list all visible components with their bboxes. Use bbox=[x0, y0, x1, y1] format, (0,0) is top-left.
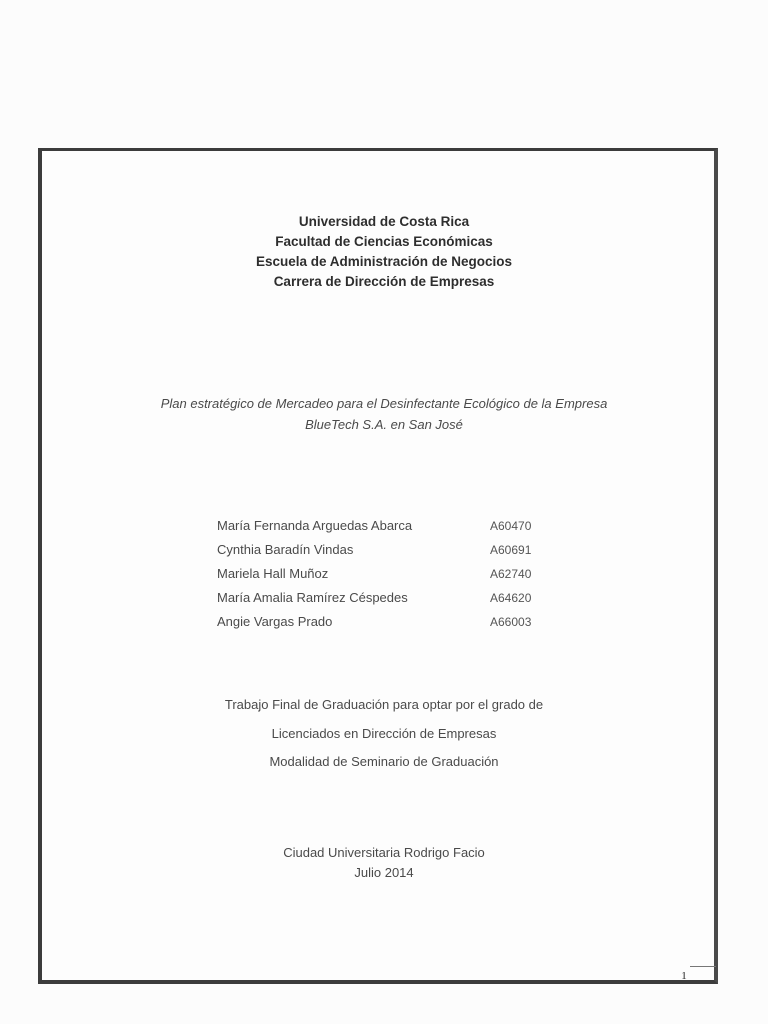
author-id: A66003 bbox=[490, 615, 532, 629]
title-line-1: Plan estratégico de Mercadeo para el Desinfectante Ecológico de la Empresa bbox=[160, 396, 608, 411]
title-line-2: BlueTech S.A. en San José bbox=[305, 417, 463, 432]
author-id: A60691 bbox=[490, 543, 532, 557]
author-name: Angie Vargas Prado bbox=[217, 614, 333, 629]
author-row bbox=[217, 612, 557, 636]
school-name: Escuela de Administración de Negocios bbox=[255, 254, 513, 269]
author-row bbox=[217, 540, 557, 564]
place-and-date bbox=[0, 843, 768, 883]
author-row bbox=[217, 588, 557, 612]
page-number: 1 bbox=[681, 970, 687, 982]
author-name: Cynthia Baradín Vindas bbox=[217, 542, 354, 557]
date: Julio 2014 bbox=[354, 865, 414, 880]
degree-line-3: Modalidad de Seminario de Graduación bbox=[269, 754, 499, 769]
document-title bbox=[0, 393, 768, 435]
author-name: María Amalia Ramírez Céspedes bbox=[217, 590, 408, 605]
page-number-rule bbox=[690, 966, 716, 967]
author-id: A60470 bbox=[490, 519, 532, 533]
faculty-name: Facultad de Ciencias Económicas bbox=[275, 234, 493, 249]
city: Ciudad Universitaria Rodrigo Facio bbox=[283, 845, 485, 860]
university-name: Universidad de Costa Rica bbox=[298, 214, 470, 229]
degree-line-2: Licenciados en Dirección de Empresas bbox=[271, 725, 497, 741]
author-name: Mariela Hall Muñoz bbox=[217, 566, 329, 581]
degree-statement bbox=[0, 695, 768, 781]
career-name: Carrera de Dirección de Empresas bbox=[273, 274, 495, 289]
author-row bbox=[217, 516, 557, 540]
authors-list bbox=[217, 516, 557, 636]
author-name: María Fernanda Arguedas Abarca bbox=[217, 518, 413, 533]
author-row bbox=[217, 564, 557, 588]
author-id: A62740 bbox=[490, 567, 532, 581]
author-id: A64620 bbox=[490, 591, 532, 605]
degree-line-1: Trabajo Final de Graduación para optar por el grado de bbox=[224, 697, 544, 712]
institution-header bbox=[0, 212, 768, 292]
